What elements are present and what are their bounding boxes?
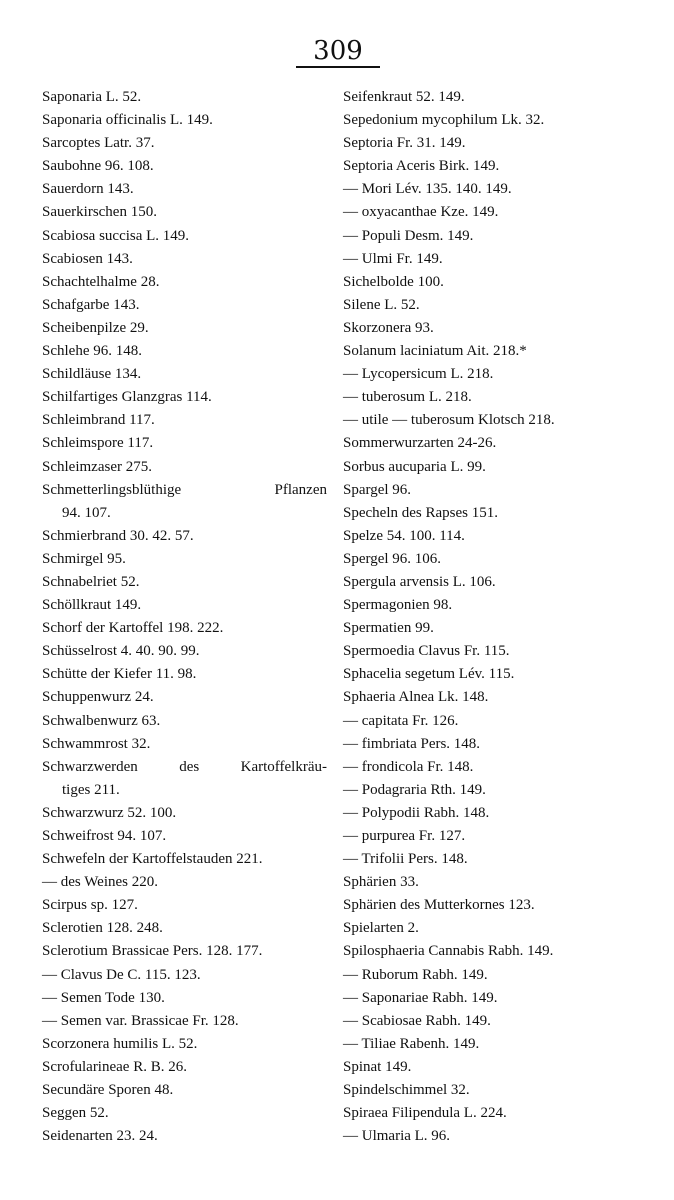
index-entry: Schilfartiges Glanzgras 114.: [42, 389, 212, 406]
index-entry: Spielarten 2.: [343, 920, 419, 937]
index-entry: Seggen 52.: [42, 1105, 109, 1122]
index-entry: Sphärien des Mutterkornes 123.: [343, 897, 535, 914]
index-entry: Seifenkraut 52. 149.: [343, 89, 465, 105]
index-subentry: — Ulmaria L. 96.: [343, 1128, 451, 1145]
index-subentry: — Populi Desm. 149.: [343, 227, 474, 244]
index-entry: Scabiosen 143.: [42, 250, 133, 267]
index-entry: Schleimzaser 275.: [42, 458, 152, 475]
index-entry: Spermagonien 98.: [343, 597, 453, 614]
index-subentry: — Clavus De C. 115. 123.: [42, 966, 201, 983]
index-entry: Schleimbrand 117.: [42, 412, 155, 429]
index-entry: Sclerotien 128. 248.: [42, 920, 163, 937]
index-subentry: — Trifolii Pers. 148.: [343, 851, 468, 868]
index-entry: Spermoedia Clavus Fr. 115.: [343, 643, 510, 660]
index-entry: Sphärien 33.: [343, 874, 419, 891]
index-entry: Spermatien 99.: [343, 620, 434, 637]
index-subentry: — Ulmi Fr. 149.: [343, 250, 443, 267]
index-subentry: — Semen var. Brassicae Fr. 128.: [42, 1012, 239, 1029]
index-entry: Schildläuse 134.: [42, 366, 142, 383]
index-entry: Schafgarbe 143.: [42, 296, 140, 313]
page-number-rule: [296, 66, 380, 68]
index-entry: Sorbus aucuparia L. 99.: [343, 458, 486, 475]
index-entry: Scrofularineae R. B. 26.: [42, 1058, 187, 1075]
index-entry: Sphacelia segetum Lév. 115.: [343, 666, 515, 683]
index-subentry: — des Weines 220.: [42, 874, 159, 891]
page-number: 309: [313, 36, 363, 66]
index-entry: Scorzonera humilis L. 52.: [42, 1035, 198, 1052]
index-entry: Silene L. 52.: [343, 296, 420, 313]
index-subentry: — utile — tuberosum Klotsch 218.: [343, 412, 555, 429]
index-subentry: — Podagraria Rth. 149.: [343, 781, 486, 798]
index-entry: Spergel 96. 106.: [343, 550, 442, 567]
index-subentry: — Semen Tode 130.: [42, 989, 165, 1006]
index-subentry: — oxyacanthae Kze. 149.: [343, 204, 499, 221]
index-entry: Sepedonium mycophilum Lk. 32.: [343, 112, 545, 129]
index-entry: Schöllkraut 149.: [42, 597, 142, 614]
index-entry: Schwalbenwurz 63.: [42, 712, 161, 729]
index-entry: Spergula arvensis L. 106.: [343, 573, 496, 590]
index-entry: Spelze 54. 100. 114.: [343, 527, 465, 544]
index-entry: Saubohne 96. 108.: [42, 158, 154, 175]
index-entry: Saponaria L. 52.: [42, 89, 142, 105]
index-entry: Sichelbolde 100.: [343, 273, 444, 290]
index-entry: Specheln des Rapses 151.: [343, 504, 498, 521]
index-entry: Schmierbrand 30. 42. 57.: [42, 527, 194, 544]
index-entry: Schmetterlingsblüthige Pflanzen: [42, 481, 327, 498]
index-entry: Skorzonera 93.: [343, 319, 434, 336]
index-subentry: — Polypodii Rabh. 148.: [343, 804, 490, 821]
index-entry: Schlehe 96. 148.: [42, 343, 142, 360]
index-entry: Secundäre Sporen 48.: [42, 1082, 174, 1099]
index-subentry: — capitata Fr. 126.: [343, 712, 459, 729]
index-column-right: [343, 86, 643, 1148]
index-entry: Spiraea Filipendula L. 224.: [343, 1105, 507, 1122]
index-entry: Solanum laciniatum Ait. 218.*: [343, 343, 527, 360]
index-entry: Sarcoptes Latr. 37.: [42, 135, 155, 152]
index-entry: Spinat 149.: [343, 1058, 412, 1075]
index-subentry: — Saponariae Rabh. 149.: [343, 989, 498, 1006]
index-entry: Septoria Aceris Birk. 149.: [343, 158, 500, 175]
index-entry: Schwammrost 32.: [42, 735, 151, 752]
index-entry: Sauerdorn 143.: [42, 181, 134, 198]
index-subentry: — Lycopersicum L. 218.: [343, 366, 494, 383]
index-subentry: — tuberosum L. 218.: [343, 389, 472, 406]
index-entry: Schwarzwurz 52. 100.: [42, 804, 177, 821]
index-entry: Spindelschimmel 32.: [343, 1082, 470, 1099]
index-entry: Schwefeln der Kartoffelstauden 221.: [42, 851, 263, 868]
index-entry-continuation: tiges 211.: [62, 781, 120, 798]
index-entry: Scirpus sp. 127.: [42, 897, 138, 914]
index-entry: Schuppenwurz 24.: [42, 689, 154, 706]
index-entry: Schmirgel 95.: [42, 550, 126, 567]
index-subentry: — Mori Lév. 135. 140. 149.: [343, 181, 512, 198]
index-subentry: — fimbriata Pers. 148.: [343, 735, 481, 752]
index-subentry: — purpurea Fr. 127.: [343, 828, 466, 844]
index-entry: Schorf der Kartoffel 198. 222.: [42, 620, 224, 637]
index-entry: Sommerwurzarten 24-26.: [343, 435, 497, 452]
index-entry: Schüsselrost 4. 40. 90. 99.: [42, 643, 200, 660]
index-subentry: — Ruborum Rabh. 149.: [343, 966, 488, 983]
index-subentry: — Scabiosae Rabh. 149.: [343, 1012, 491, 1029]
index-subentry: — Tiliae Rabenh. 149.: [343, 1035, 480, 1052]
index-entry: Saponaria officinalis L. 149.: [42, 112, 213, 129]
index-entry: Septoria Fr. 31. 149.: [343, 135, 466, 152]
index-subentry: — frondicola Fr. 148.: [343, 758, 474, 775]
index-entry: Schnabelriet 52.: [42, 573, 140, 590]
index-entry: Schachtelhalme 28.: [42, 273, 160, 290]
index-entry-continuation: 94. 107.: [62, 504, 111, 521]
index-entry: Sphaeria Alnea Lk. 148.: [343, 689, 489, 706]
index-entry: Sclerotium Brassicae Pers. 128. 177.: [42, 943, 263, 960]
index-column-left: [42, 86, 327, 1148]
index-entry: Schütte der Kiefer 11. 98.: [42, 666, 197, 683]
index-entry: Sauerkirschen 150.: [42, 204, 157, 221]
index-entry: Seidenarten 23. 24.: [42, 1128, 158, 1145]
index-entry: Schwarzwerden des Kartoffelkräu-: [42, 758, 327, 775]
index-entry: Spargel 96.: [343, 481, 412, 498]
index-entry: Schweifrost 94. 107.: [42, 828, 167, 844]
index-entry: Scheibenpilze 29.: [42, 319, 149, 336]
index-entry: Schleimspore 117.: [42, 435, 154, 452]
index-entry: Spilosphaeria Cannabis Rabh. 149.: [343, 943, 554, 960]
index-entry: Scabiosa succisa L. 149.: [42, 227, 190, 244]
